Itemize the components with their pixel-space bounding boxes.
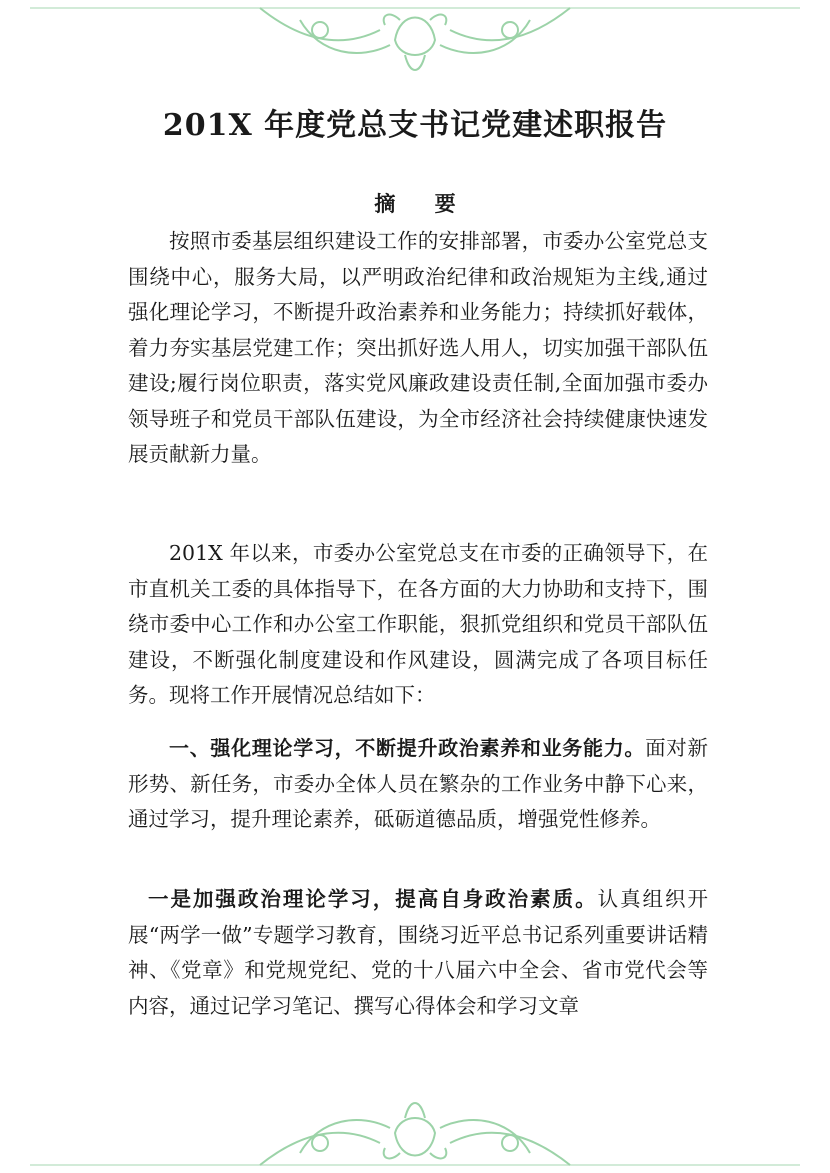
item-1-body: 认真组织开展“两学一做”专题学习教育，围绕习近平总书记系列重要讲话精神、《党章》和党规党纪、党的十八届六中全会、省市党代会等内容，通过记学习笔记、撰写心得体会和学习文章	[128, 887, 709, 1018]
item-1-heading: 一是加强政治理论学习，提高自身政治素质。	[148, 887, 598, 911]
section-1-heading: 一、强化理论学习，不断提升政治素养和业务能力。	[169, 736, 646, 760]
bottom-ornament-icon	[0, 1093, 830, 1173]
section-1-paragraph	[128, 731, 708, 838]
item-1-paragraph	[128, 882, 708, 1024]
top-ornament-icon	[0, 0, 830, 80]
intro-paragraph: 201X 年以来，市委办公室党总支在市委的正确领导下，在市直机关工委的具体指导下，在各方面的大力协助和支持下，围绕市委中心工作和办公室工作职能，狠抓党组织和党员干部队伍建设，不断强化制度建设和作风建设，圆满完成了各项目标任务。现将工作开展情况总结如下：	[128, 541, 708, 707]
abstract-paragraph: 按照市委基层组织建设工作的安排部署，市委办公室党总支围绕中心，服务大局，以严明政治纪律和政治规矩为主线,通过强化理论学习，不断提升政治素养和业务能力；持续抓好载体，着力夯实基层党建工作；突出抓好选人用人，切实加强干部队伍建设;履行岗位职责，落实党风廉政建设责任制,全面加强市委办领导班子和党员干部队伍建设，为全市经济社会持续健康快速发展贡献新力量。	[128, 229, 708, 466]
page-title: 201X 年度党总支书记党建述职报告	[162, 108, 668, 143]
section-1-body: 面对新形势、新任务，市委办全体人员在繁杂的工作业务中静下心来，通过学习，提升理论素养，砥砺道德品质，增强党性修养。	[128, 736, 709, 831]
abstract-heading: 摘 要	[374, 191, 472, 216]
